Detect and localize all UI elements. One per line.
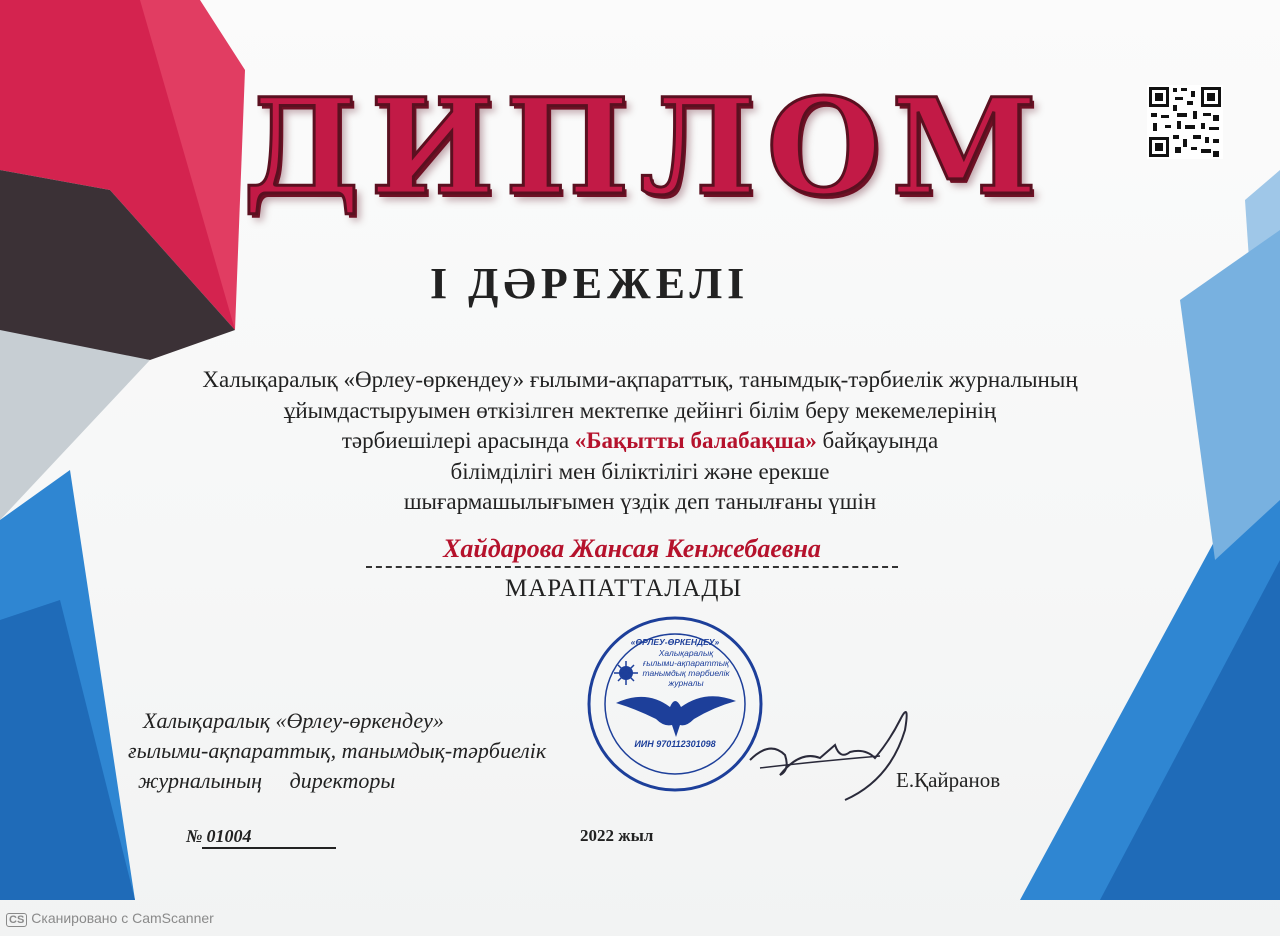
description-line-4: білімділігі мен біліктілігі және ерекше [450, 458, 830, 484]
stamp-line-3: танымдық тәрбиелік [642, 668, 730, 678]
official-stamp [586, 615, 764, 793]
stamp-org: «ӨРЛЕУ-ӨРКЕНДЕУ» [630, 637, 720, 647]
stamp-line-2: ғылыми-ақпараттық [643, 658, 729, 668]
camscanner-text: Сканировано с CamScanner [31, 910, 214, 926]
description-line-2: ұйымдастыруымен өткізілген мектепке дейінгі білім беру мекемелерінің [283, 397, 997, 423]
description-line-3 [80, 426, 1200, 457]
description-line-3-end: байқауында [816, 428, 939, 453]
stamp-line-1: Халықаралық [658, 648, 714, 658]
awarded-label: МАРАПАТТАЛАДЫ [505, 575, 743, 602]
qr-code-icon [1147, 85, 1223, 159]
diploma-title: ДИПЛОМ [242, 70, 1048, 225]
stamp-eagle-icon [616, 696, 736, 737]
signer-name: Е.Қайранов [896, 768, 1001, 792]
camscanner-watermark [6, 910, 214, 927]
recipient-name: Хайдарова Жансая Кенжебаевна [443, 534, 821, 563]
description-line-3-start: тәрбиешілері арасында [341, 428, 575, 453]
description-line-5: шығармашылығымен үздік деп танылғаны үшін [403, 489, 877, 514]
diploma-year: 2022 жыл [580, 826, 654, 845]
director-signature [740, 700, 930, 810]
stamp-line-4: журналы [668, 678, 704, 688]
camscanner-badge: CS [6, 913, 27, 927]
director-block [128, 706, 608, 796]
diploma-number [186, 826, 336, 849]
stamp-inn: ИИН 970112301098 [634, 739, 716, 749]
contest-name: «Бақытты балабақша» [574, 428, 817, 453]
description-line-1: Халықаралық «Өрлеу-өркендеу» ғылыми-ақпараттық, танымдық-тәрбиелік журналының [202, 367, 1078, 392]
number-value: 01004 [202, 826, 336, 849]
director-line-2: ғылыми-ақпараттық, танымдық-тәрбиелік [128, 738, 547, 763]
number-label: № [186, 826, 203, 846]
blue-left-shade [0, 600, 135, 900]
director-line-3: журналының директоры [138, 768, 396, 793]
director-line-1: Халықаралық «Өрлеу-өркендеу» [143, 708, 444, 733]
degree-heading: І ДӘРЕЖЕЛІ [430, 259, 750, 308]
award-description [80, 365, 1200, 518]
